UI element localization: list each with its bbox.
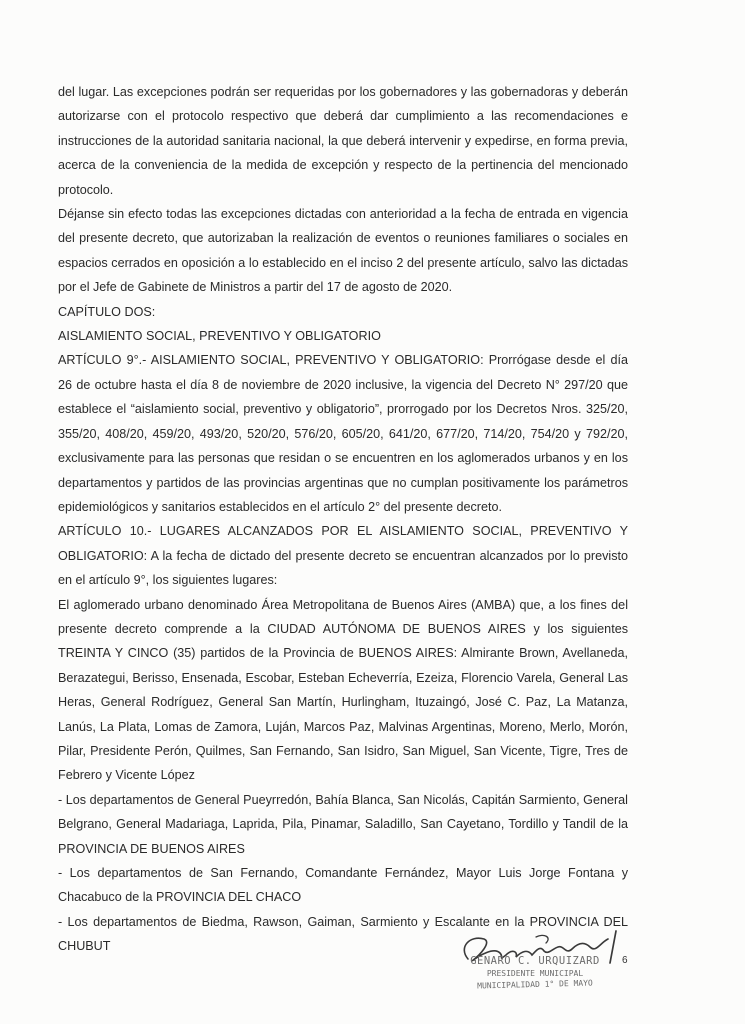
document-body xyxy=(58,80,628,959)
stamp-name: GENARO C. URQUIZARD xyxy=(470,955,600,967)
paragraph-exceptions: del lugar. Las excepciones podrán ser requeridas por los gobernadores y las gobernadoras y deberán autorizarse con el protocolo respectivo que deberá dar cumplimiento a las recomendaciones e instrucciones de la autoridad sanitaria nacional, la que deberá intervenir y expedirse, en forma previa, acerca de la conveniencia de la medida de excepción y respecto de la pertinencia del mencionado protocolo. xyxy=(58,85,628,197)
article-9: ARTÍCULO 9°.- AISLAMIENTO SOCIAL, PREVENTIVO Y OBLIGATORIO: Prorrógase desde el día 26 de octubre hasta el día 8 de noviembre de 2020 inclusive, la vigencia del Decreto N° 297/20 que establece el “aislamiento social, preventivo y obligatorio”, prorrogado por los Decretos Nros. 325/20, 355/20, 408/20, 459/20, 493/20, 520/20, 576/20, 605/20, 641/20, 677/20, 714/20, 754/20 y 792/20, exclusivamente para las personas que residan o se encuentren en los aglomerados urbanos y en los departamentos y partidos de las provincias argentinas que no cumplan positivamente los parámetros epidemiológicos y sanitarios establecidos en el artículo 2° del presente decreto. xyxy=(58,353,628,514)
amba-paragraph: El aglomerado urbano denominado Área Metropolitana de Buenos Aires (AMBA) que, a los fines del presente decreto comprende a la CIUDAD AUTÓNOMA DE BUENOS AIRES y los siguientes TREINTA Y CINCO (35) partidos de la Provincia de BUENOS AIRES: Almirante Brown, Avellaneda, Berazategui, Berisso, Ensenada, Escobar, Esteban Echeverría, Ezeiza, Florencio Varela, General Las Heras, General Rodríguez, General San Martín, Hurlingham, Ituzaingó, José C. Paz, La Matanza, Lanús, La Plata, Lomas de Zamora, Luján, Marcos Paz, Malvinas Argentinas, Moreno, Merlo, Morón, Pilar, Presidente Perón, Quilmes, San Fernando, San Isidro, San Miguel, San Vicente, Tigre, Tres de Febrero y Vicente López xyxy=(58,597,628,783)
page-number: 6 xyxy=(622,955,628,966)
official-stamp xyxy=(440,955,630,989)
list-item-buenos-aires: - Los departamentos de General Pueyrredón, Bahía Blanca, San Nicolás, Capitán Sarmiento, General Belgrano, General Madariaga, Laprida, Pila, Pinamar, Saladillo, San Cayetano, Tordillo y Tandil de la PROVINCIA DE BUENOS AIRES xyxy=(58,792,628,856)
stamp-role: PRESIDENTE MUNICIPAL xyxy=(486,969,584,978)
paragraph-revocation: Déjanse sin efecto todas las excepciones dictadas con anterioridad a la fecha de entrada en vigencia del presente decreto, que autorizaban la realización de eventos o reuniones familiares o sociales en espacios cerrados en oposición a lo establecido en el inciso 2 del presente artículo, salvo las dictadas por el Jefe de Gabinete de Ministros a partir del 17 de agosto de 2020. xyxy=(58,207,628,295)
signature-block xyxy=(440,925,630,1005)
chapter-heading: CAPÍTULO DOS: xyxy=(58,304,156,319)
chapter-title: AISLAMIENTO SOCIAL, PREVENTIVO Y OBLIGATORIO xyxy=(58,329,381,344)
article-10: ARTÍCULO 10.- LUGARES ALCANZADOS POR EL AISLAMIENTO SOCIAL, PREVENTIVO Y OBLIGATORIO: A la fecha de dictado del presente decreto se encuentran alcanzados por lo previsto en el artículo 9°, los siguientes lugares: xyxy=(58,524,628,588)
list-item-chaco: - Los departamentos de San Fernando, Comandante Fernández, Mayor Luis Jorge Fontana y Chacabuco de la PROVINCIA DEL CHACO xyxy=(58,866,628,905)
stamp-municipality: MUNICIPALIDAD 1° DE MAYO xyxy=(477,978,593,991)
list-item-chubut: - Los departamentos de Biedma, Rawson, Gaiman, Sarmiento y Escalante en la PROVINCIA DEL CHUBUT xyxy=(58,914,628,954)
